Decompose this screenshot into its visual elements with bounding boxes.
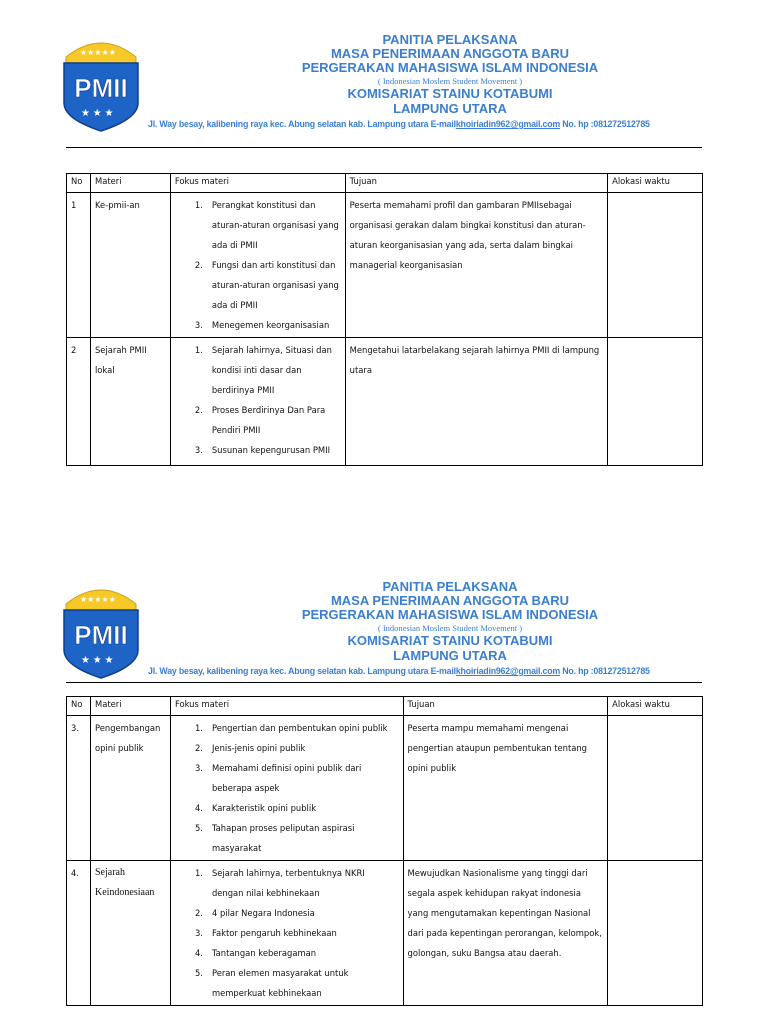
address-text: Jl. Way besay, kalibening raya kec. Abung selatan kab. Lampung utara E-mail bbox=[148, 119, 456, 129]
cell-fokus bbox=[170, 861, 403, 1006]
email-link[interactable]: khoiriadin962@gmail.com bbox=[455, 666, 561, 676]
header-line-6: LAMPUNG UTARA bbox=[393, 101, 507, 116]
col-alokasi: Alokasi waktu bbox=[608, 174, 703, 193]
header-line-4: ( Indonesian Moslem Student Movement ) bbox=[377, 623, 523, 633]
list-item: 5. Tahapan proses peliputan aspirasi masyarakat bbox=[194, 823, 355, 853]
cell-alokasi bbox=[608, 193, 703, 338]
col-materi: Materi bbox=[90, 697, 170, 716]
header-line-5: KOMISARIAT STAINU KOTABUMI bbox=[347, 86, 553, 101]
header-line-4: ( Indonesian Moslem Student Movement ) bbox=[377, 76, 523, 86]
table-row bbox=[67, 193, 703, 338]
cell-no: 4. bbox=[67, 861, 91, 1006]
list-item: 1. Pengertian dan pembentukan opini publik bbox=[194, 723, 388, 733]
cell-tujuan: Peserta memahami profil dan gambaran PMIIsebagai organisasi gerakan dalam bingkai konstitusi dan aturan-aturan keorganisasian yang ada, serta dalam bingkai managerial keorganisasian bbox=[345, 193, 607, 338]
materi-table-2 bbox=[66, 696, 703, 1006]
list-item: 3. Faktor pengaruh kebhinekaan bbox=[194, 928, 337, 938]
col-tujuan: Tujuan bbox=[403, 697, 608, 716]
col-fokus: Fokus materi bbox=[170, 697, 403, 716]
header-line-2: MASA PENERIMAAN ANGGOTA BARU bbox=[330, 46, 570, 61]
list-item: 2. Fungsi dan arti konstitusi dan aturan-aturan organisasi yang ada di PMII bbox=[194, 260, 339, 310]
cell-no: 2 bbox=[67, 338, 91, 466]
address-line bbox=[148, 119, 768, 129]
header-line-2: MASA PENERIMAAN ANGGOTA BARU bbox=[330, 593, 570, 608]
cell-no: 1 bbox=[67, 193, 91, 338]
col-fokus: Fokus materi bbox=[170, 174, 345, 193]
materi-table-1 bbox=[66, 173, 703, 466]
col-no: No bbox=[67, 174, 91, 193]
header-line-5: KOMISARIAT STAINU KOTABUMI bbox=[347, 633, 553, 648]
cell-fokus bbox=[170, 193, 345, 338]
cell-materi: Pengembangan opini publik bbox=[90, 716, 170, 861]
table-header-row bbox=[67, 697, 703, 716]
fokus-list bbox=[175, 863, 399, 1003]
list-item: 1. Sejarah lahirnya, terbentuknya NKRI dengan nilai kebhinekaan bbox=[194, 868, 365, 898]
list-item: 5. Peran elemen masyarakat untuk memperkuat kebhinekaan bbox=[194, 968, 349, 998]
list-item: 3. Memahami definisi opini publik dari beberapa aspek bbox=[194, 763, 362, 793]
cell-alokasi bbox=[608, 861, 703, 1006]
fokus-list bbox=[175, 718, 399, 858]
list-item: 3. Menegemen keorganisasian bbox=[194, 320, 330, 330]
cell-fokus bbox=[170, 716, 403, 861]
header-line-6: LAMPUNG UTARA bbox=[393, 648, 507, 663]
col-no: No bbox=[67, 697, 91, 716]
cell-alokasi bbox=[608, 338, 703, 466]
header-line-1: PANITIA PELAKSANA bbox=[382, 32, 518, 47]
letterhead bbox=[0, 26, 768, 136]
logo-text: PMII bbox=[74, 620, 128, 650]
list-item: 2. Proses Berdirinya Dan Para Pendiri PMII bbox=[194, 405, 326, 435]
cell-no: 3. bbox=[67, 716, 91, 861]
svg-text:★ ★ ★: ★ ★ ★ bbox=[81, 655, 114, 666]
phone-text: No. hp :081272512785 bbox=[560, 666, 650, 676]
letterhead bbox=[0, 573, 768, 683]
svg-text:★★★★★: ★★★★★ bbox=[80, 595, 116, 604]
cell-materi: Ke-pmii-an bbox=[90, 193, 170, 338]
col-alokasi: Alokasi waktu bbox=[608, 697, 703, 716]
cell-tujuan: Mewujudkan Nasionalisme yang tinggi dari segala aspek kehidupan rakyat indonesia yang mengutamakan kepentingan Nasional dari pada kepentingan perorangan, kelompok, golongan, suku Bangsa atau daerah. bbox=[403, 861, 608, 1006]
cell-tujuan: Mengetahui latarbelakang sejarah lahirnya PMII di lampung utara bbox=[345, 338, 607, 466]
table-row bbox=[67, 861, 703, 1006]
list-item: 4. Tantangan keberagaman bbox=[194, 948, 317, 958]
table-header-row bbox=[67, 174, 703, 193]
table-row bbox=[67, 338, 703, 466]
fokus-list bbox=[175, 195, 341, 335]
logo-text: PMII bbox=[74, 73, 128, 103]
list-item: 1. Sejarah lahirnya, Situasi dan kondisi inti dasar dan berdirinya PMII bbox=[194, 345, 332, 395]
email-link[interactable]: khoiriadin962@gmail.com bbox=[455, 119, 561, 129]
pmii-logo-icon bbox=[58, 580, 144, 680]
header-divider bbox=[66, 682, 702, 683]
cell-fokus bbox=[170, 338, 345, 466]
header-line-3: PERGERAKAN MAHASISWA ISLAM INDONESIA bbox=[301, 607, 599, 622]
col-materi: Materi bbox=[90, 174, 170, 193]
cell-tujuan: Peserta mampu memahami mengenai pengertian ataupun pembentukan tentang opini publik bbox=[403, 716, 608, 861]
header-divider bbox=[66, 147, 702, 148]
list-item: 2. Jenis-jenis opini publik bbox=[194, 743, 306, 753]
phone-text: No. hp :081272512785 bbox=[560, 119, 650, 129]
list-item: 1. Perangkat konstitusi dan aturan-aturan organisasi yang ada di PMII bbox=[194, 200, 339, 250]
address-line bbox=[148, 666, 768, 676]
table-row bbox=[67, 716, 703, 861]
svg-text:★★★★★: ★★★★★ bbox=[80, 48, 116, 57]
header-line-3: PERGERAKAN MAHASISWA ISLAM INDONESIA bbox=[301, 60, 599, 75]
header-line-1: PANITIA PELAKSANA bbox=[382, 579, 518, 594]
cell-materi: Sejarah Keindonesiaan bbox=[90, 861, 170, 1006]
col-tujuan: Tujuan bbox=[345, 174, 607, 193]
cell-alokasi bbox=[608, 716, 703, 861]
list-item: 2. 4 pilar Negara Indonesia bbox=[194, 908, 315, 918]
pmii-logo-icon bbox=[58, 33, 144, 133]
cell-materi: Sejarah PMII lokal bbox=[90, 338, 170, 466]
list-item: 4. Karakteristik opini publik bbox=[194, 803, 317, 813]
fokus-list bbox=[175, 340, 341, 460]
list-item: 3. Susunan kepengurusan PMII bbox=[194, 445, 331, 455]
address-text: Jl. Way besay, kalibening raya kec. Abung selatan kab. Lampung utara E-mail bbox=[148, 666, 456, 676]
svg-text:★ ★ ★: ★ ★ ★ bbox=[81, 108, 114, 119]
